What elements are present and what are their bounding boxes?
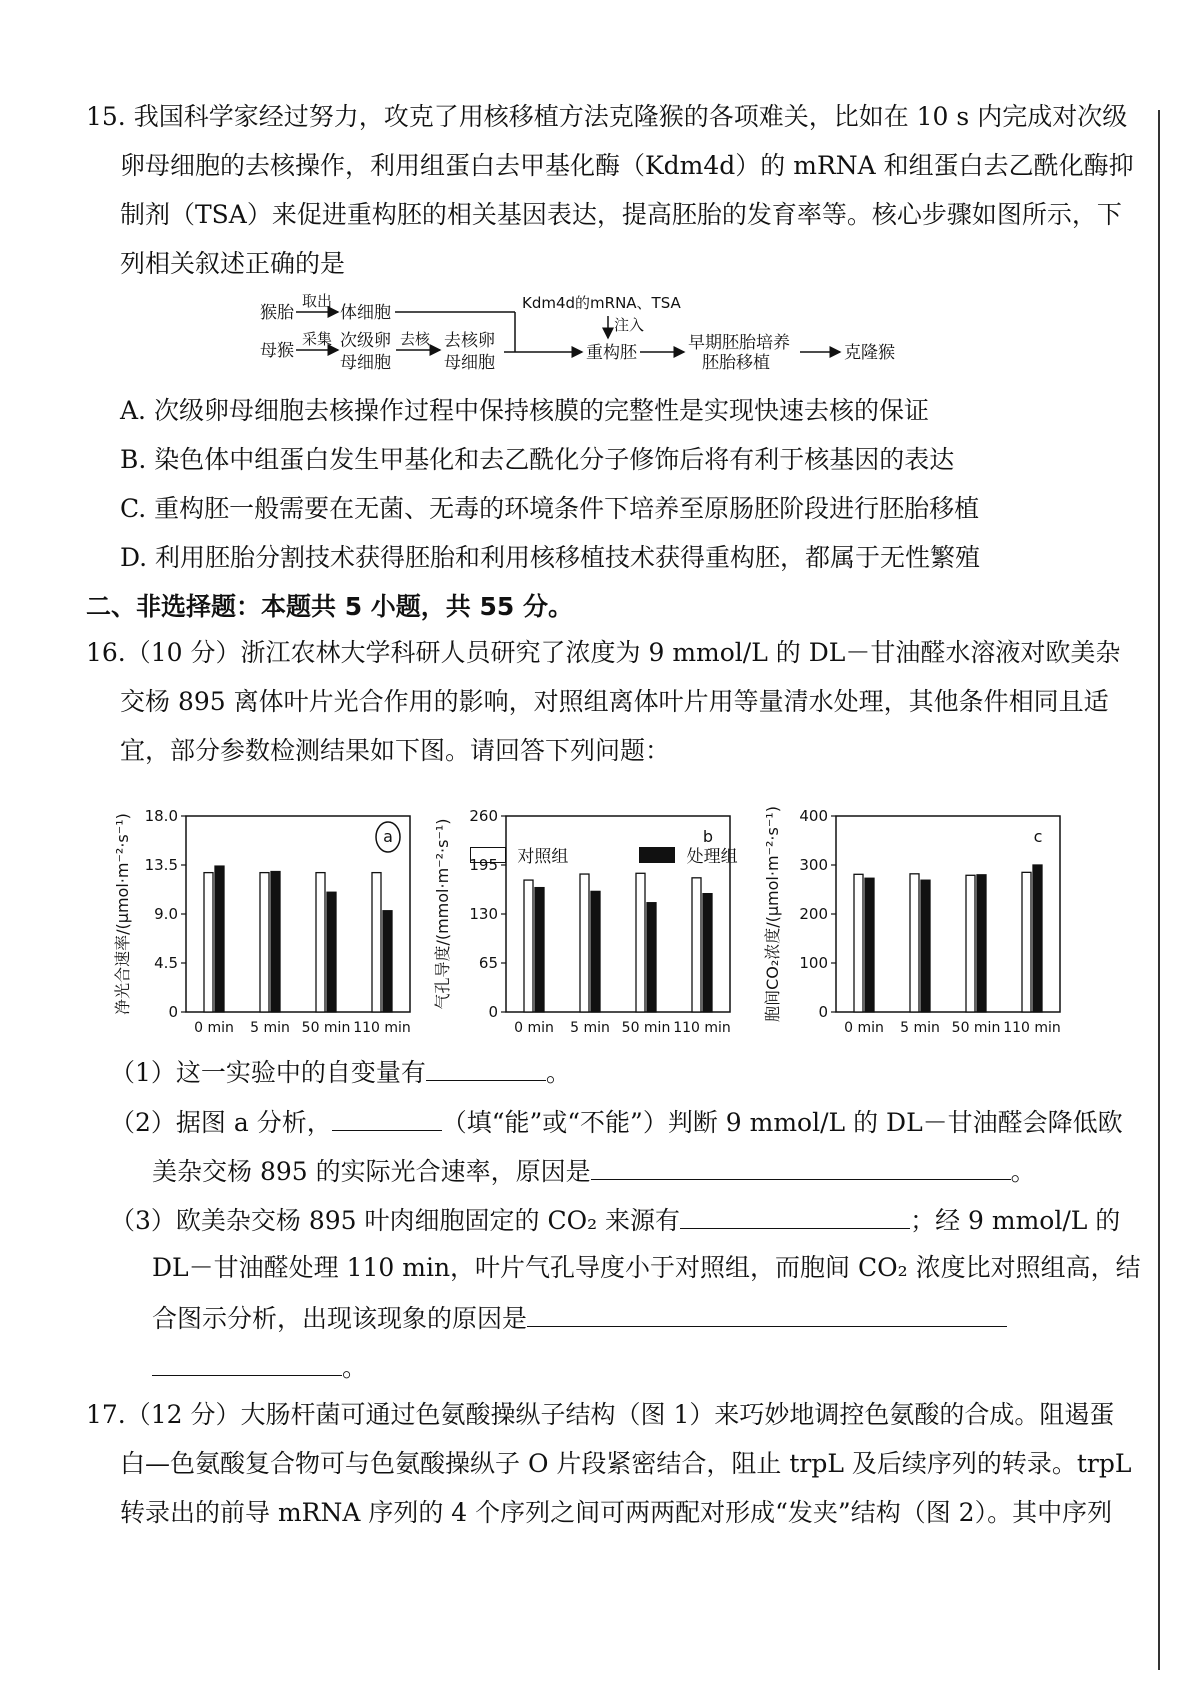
chart-a-ytick-label: 0 bbox=[168, 1003, 178, 1021]
flow-node-oocyte-2: 母细胞 bbox=[340, 353, 391, 373]
chart-b-bar-control bbox=[636, 873, 645, 1012]
chart-c-bar-treatment bbox=[865, 878, 874, 1012]
chart-b-panel-label: b bbox=[702, 827, 714, 846]
chart-a-bar-treatment bbox=[383, 911, 392, 1012]
flow-node-reconstructed-embryo: 重构胚 bbox=[586, 343, 637, 363]
q16-line-2: 交杨 895 离体叶片光合作用的影响，对照组离体叶片用等量清水处理，其他条件相同且适 bbox=[120, 687, 1109, 716]
q15-option-a: A. 次级卵母细胞去核操作过程中保持核膜的完整性是实现快速去核的保证 bbox=[120, 396, 929, 425]
q16-sub-2 bbox=[110, 1104, 1123, 1140]
q16-sub-2-end: 。 bbox=[1010, 1157, 1036, 1186]
chart-c-xtick-label: 5 min bbox=[900, 1020, 940, 1036]
chart-a-ytick-label: 18.0 bbox=[144, 807, 178, 825]
q17-line-3: 转录出的前导 mRNA 序列的 4 个序列之间可两两配对形成“发夹”结构（图 2）。其中序列 bbox=[120, 1498, 1113, 1527]
chart-c-ylabel: 胞间CO₂浓度/(μmol·m⁻²·s⁻¹) bbox=[763, 806, 782, 1022]
q16-sub-1 bbox=[110, 1054, 571, 1090]
flow-edge-inject: 注入 bbox=[614, 316, 645, 334]
q16-line-3: 宜，部分参数检测结果如下图。请回答下列问题： bbox=[120, 736, 671, 765]
answer-blank-2b[interactable] bbox=[591, 1153, 1011, 1180]
answer-blank-3b[interactable] bbox=[527, 1300, 1007, 1327]
chart-c-bar-treatment bbox=[921, 880, 930, 1012]
chart-c-ytick-label: 300 bbox=[799, 856, 828, 874]
chart-b-ytick-label: 65 bbox=[478, 954, 498, 972]
q16-sub-3-text-b: ；经 9 mmol/L 的 bbox=[910, 1206, 1121, 1235]
flow-node-oocyte-1: 次级卵 bbox=[340, 331, 391, 351]
chart-c-panel-label: c bbox=[1033, 827, 1043, 846]
q16-sub-3-cont: DL－甘油醛处理 110 min，叶片气孔导度小于对照组，而胞间 CO₂ 浓度比对照组高，结 bbox=[152, 1253, 1141, 1282]
q16-sub-3-text-d: 合图示分析，出现该现象的原因是 bbox=[152, 1304, 528, 1333]
chart-b-xtick-label: 110 min bbox=[673, 1020, 731, 1036]
flow-inject-substances: Kdm4d的mRNA、TSA bbox=[522, 294, 681, 312]
chart-a-bar-control bbox=[316, 873, 325, 1012]
q15-option-d: D. 利用胚胎分割技术获得胚胎和利用核移植技术获得重构胚，都属于无性繁殖 bbox=[120, 543, 981, 572]
chart-a-ytick-label: 13.5 bbox=[144, 856, 178, 874]
q15-option-c: C. 重构胚一般需要在无菌、无毒的环境条件下培养至原肠胚阶段进行胚胎移植 bbox=[120, 494, 980, 523]
chart-c-bar-treatment bbox=[977, 875, 986, 1012]
chart-a-ytick-label: 4.5 bbox=[154, 954, 178, 972]
q16-line-1: 16.（10 分）浙江农林大学科研人员研究了浓度为 9 mmol/L 的 DL－甘油醛水溶液对欧美杂 bbox=[86, 638, 1121, 667]
flow-node-somatic-cell: 体细胞 bbox=[340, 303, 391, 323]
chart-b-bar-control bbox=[524, 880, 533, 1012]
chart-b-ytick-label: 260 bbox=[469, 807, 498, 825]
chart-a-bar-control bbox=[372, 873, 381, 1012]
flow-node-cloned-monkey: 克隆猴 bbox=[844, 343, 895, 363]
q17-line-2: 白—色氨酸复合物可与色氨酸操纵子 O 片段紧密结合，阻止 trpL 及后续序列的转录。trpL bbox=[120, 1449, 1132, 1478]
answer-blank-2a[interactable] bbox=[332, 1104, 442, 1131]
q16-sub-3-cont3 bbox=[152, 1349, 367, 1385]
chart-b-xtick-label: 5 min bbox=[570, 1020, 610, 1036]
page-margin-rule bbox=[1158, 110, 1160, 1670]
chart-b-bar-control bbox=[580, 874, 589, 1012]
flow-edge-take-out: 取出 bbox=[302, 292, 333, 310]
section-heading: 二、非选择题：本题共 5 小题，共 55 分。 bbox=[86, 592, 574, 621]
chart-b-bar-treatment bbox=[647, 903, 656, 1012]
q16-sub-2-text-c: 美杂交杨 895 的实际光合速率，原因是 bbox=[152, 1157, 591, 1186]
q15-option-b: B. 染色体中组蛋白发生甲基化和去乙酰化分子修饰后将有利于核基因的表达 bbox=[120, 445, 955, 474]
chart-b-ylabel: 气孔导度/(mmol·m⁻²·s⁻¹) bbox=[433, 818, 452, 1010]
chart-a-xtick-label: 110 min bbox=[353, 1020, 411, 1036]
q16-sub-3-cont2 bbox=[152, 1300, 1007, 1336]
chart-net-photosynthesis bbox=[110, 807, 430, 1048]
answer-blank-3c[interactable] bbox=[152, 1349, 342, 1376]
q16-sub-2-text-a: （2）据图 a 分析， bbox=[110, 1108, 332, 1137]
chart-b-bar-treatment bbox=[703, 894, 712, 1012]
q16-sub-3 bbox=[110, 1202, 1120, 1238]
q15-line-4: 列相关叙述正确的是 bbox=[120, 249, 346, 278]
chart-b-ytick-label: 130 bbox=[469, 905, 498, 923]
q15-line-2: 卵母细胞的去核操作，利用组蛋白去甲基化酶（Kdm4d）的 mRNA 和组蛋白去乙酰化酶抑 bbox=[120, 151, 1134, 180]
chart-b-bar-control bbox=[692, 878, 701, 1012]
chart-c-xtick-label: 0 min bbox=[844, 1020, 884, 1036]
chart-b-bar-treatment bbox=[591, 891, 600, 1012]
chart-a-ytick-label: 9.0 bbox=[154, 905, 178, 923]
chart-a-bar-control bbox=[204, 873, 213, 1012]
chart-c-bar-control bbox=[1022, 872, 1031, 1012]
flow-node-transfer: 胚胎移植 bbox=[702, 353, 770, 373]
chart-b-ytick-label: 0 bbox=[488, 1003, 498, 1021]
answer-blank-3a[interactable] bbox=[680, 1202, 910, 1229]
chart-a-xtick-label: 50 min bbox=[301, 1020, 351, 1036]
legend-label-control: 对照组 bbox=[517, 847, 569, 867]
chart-a-bar-treatment bbox=[215, 866, 224, 1012]
chart-a-bar-treatment bbox=[271, 872, 280, 1012]
chart-c-ytick-label: 200 bbox=[799, 905, 828, 923]
flow-node-female-monkey: 母猴 bbox=[260, 341, 294, 361]
q16-sub-2-cont bbox=[152, 1153, 1036, 1189]
chart-a-panel-label: a bbox=[383, 827, 393, 846]
chart-a-bar-treatment bbox=[327, 892, 336, 1012]
chart-a-ylabel: 净光合速率/(μmol·m⁻²·s⁻¹) bbox=[113, 813, 132, 1015]
chart-b-bar-treatment bbox=[535, 888, 544, 1012]
chart-c-ytick-label: 400 bbox=[799, 807, 828, 825]
flow-node-monkey-fetus: 猴胎 bbox=[260, 303, 294, 323]
q16-sub-1-end: 。 bbox=[545, 1058, 571, 1087]
chart-c-bar-control bbox=[854, 874, 863, 1012]
chart-b-xtick-label: 0 min bbox=[514, 1020, 554, 1036]
flow-node-culture: 早期胚胎培养 bbox=[688, 333, 790, 353]
flow-node-enucleated-1: 去核卵 bbox=[444, 331, 495, 351]
chart-intercellular-co2 bbox=[760, 806, 1120, 1048]
flow-node-enucleated-2: 母细胞 bbox=[444, 353, 495, 373]
chart-a-xtick-label: 5 min bbox=[250, 1020, 290, 1036]
q16-sub-3-end: 。 bbox=[342, 1353, 368, 1382]
flow-edge-collect: 采集 bbox=[302, 330, 333, 348]
chart-b-ytick-label: 195 bbox=[469, 856, 498, 874]
q17-line-1: 17.（12 分）大肠杆菌可通过色氨酸操纵子结构（图 1）来巧妙地调控色氨酸的合成。阻遏蛋 bbox=[86, 1400, 1115, 1429]
legend-label-treatment: 处理组 bbox=[686, 847, 738, 867]
chart-c-ytick-label: 0 bbox=[818, 1003, 828, 1021]
chart-b-xtick-label: 50 min bbox=[621, 1020, 671, 1036]
flow-edge-enucleate: 去核 bbox=[400, 330, 431, 348]
chart-a-bar-control bbox=[260, 873, 269, 1012]
chart-c-xtick-label: 50 min bbox=[951, 1020, 1001, 1036]
answer-blank-1[interactable] bbox=[426, 1054, 546, 1081]
q15-line-1: 15. 我国科学家经过努力，攻克了用核移植方法克隆猴的各项难关，比如在 10 s 内完成对次级 bbox=[86, 102, 1128, 131]
chart-a-xtick-label: 0 min bbox=[194, 1020, 234, 1036]
chart-stomatal-conductance bbox=[430, 807, 760, 1048]
chart-c-ytick-label: 100 bbox=[799, 954, 828, 972]
q16-sub-1-text: （1）这一实验中的自变量有 bbox=[110, 1058, 426, 1087]
q15-line-3: 制剂（TSA）来促进重构胚的相关基因表达，提高胚胎的发育率等。核心步骤如图所示，下 bbox=[120, 200, 1122, 229]
chart-c-xtick-label: 110 min bbox=[1003, 1020, 1061, 1036]
q16-sub-2-text-b: （填“能”或“不能”）判断 9 mmol/L 的 DL－甘油醛会降低欧 bbox=[441, 1108, 1123, 1137]
chart-c-bar-control bbox=[966, 875, 975, 1012]
q16-sub-3-text-a: （3）欧美杂交杨 895 叶肉细胞固定的 CO₂ 来源有 bbox=[110, 1206, 681, 1235]
chart-c-bar-control bbox=[910, 874, 919, 1012]
chart-c-bar-treatment bbox=[1033, 865, 1042, 1012]
